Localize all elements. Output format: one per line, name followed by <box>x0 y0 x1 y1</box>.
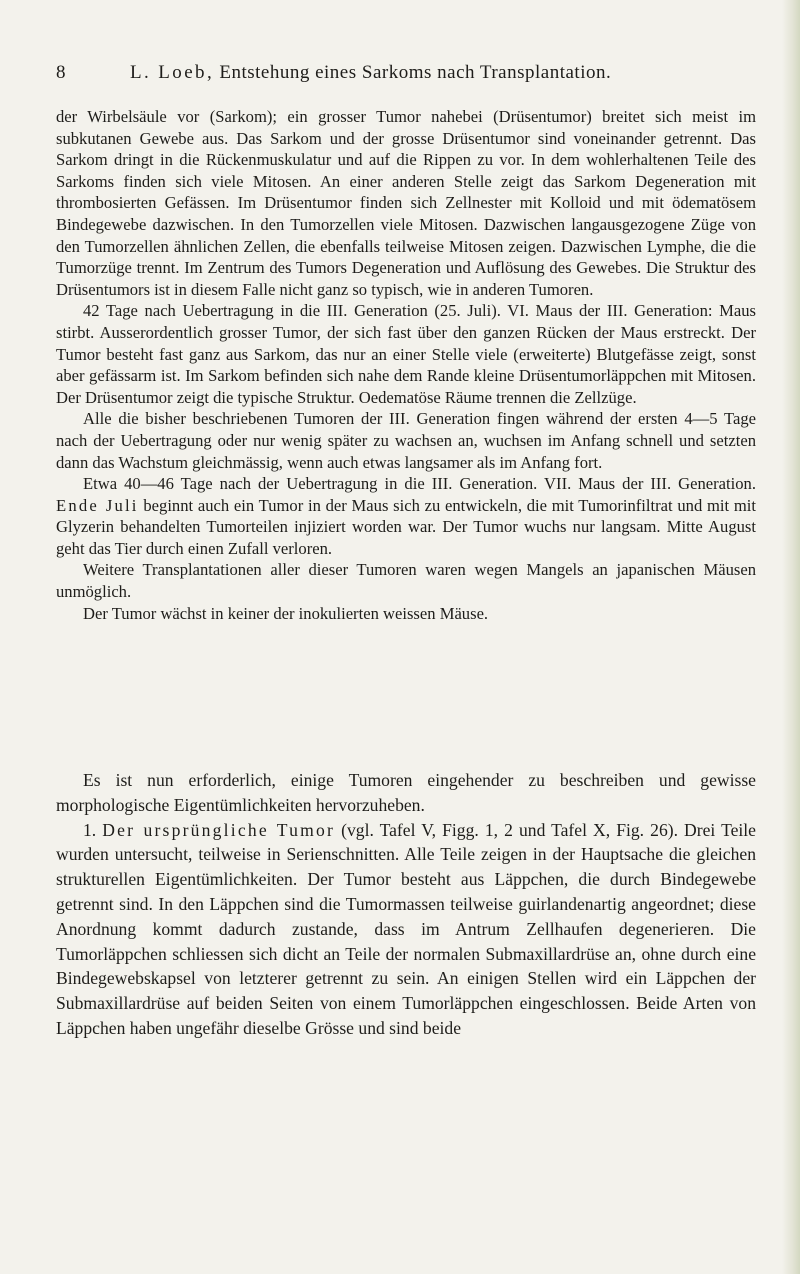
page-number: 8 <box>56 62 66 83</box>
paragraph: Weitere Transplantationen aller dieser Tumoren waren wegen Mangels an japanischen Mäusen unmöglich. <box>56 560 756 602</box>
paragraph: Alle die bisher beschriebenen Tumoren der III. Generation fingen während der ersten 4—5 Tage nach der Uebertragung oder nur wenig später zu wachsen an, wuchsen im Anfang schnell und setzten dann das Wachstum gleichmässig, wenn auch etwas langsamer als im Anfang fort. <box>56 409 756 472</box>
section-heading-spaced: Der ursprüngliche Tumor <box>102 819 336 840</box>
running-head <box>56 62 756 84</box>
paragraph <box>56 473 756 559</box>
paragraph: der Wirbelsäule vor (Sarkom); ein grosser Tumor nahebei (Drüsentumor) breitet sich meist im subkutanen Gewebe aus. Das Sarkom und der grosse Drüsentumor sind voneinander getrennt. Das Sarkom dringt in die Rückenmuskulatur und auf die Rippen zu vor. In dem wohlerhaltenen Teile des Sarkoms finden sich viele Mitosen. An einer anderen Stelle zeigt das Sarkom Degeneration mit thrombosierten Gefässen. Im Drüsentumor finden sich Zellnester mit Kolloid und mit ödematösem Bindegewebe dazwischen. In den Tumorzellen viele Mitosen. Dazwischen langausgezogene Züge von den Tumorzellen ähnlichen Zellen, die ebenfalls teilweise Mitosen zeigen. Dazwischen Lymphe, die die Tumorzüge trennt. Im Zentrum des Tumors Degeneration und Auflösung des Gewebes. Die Struktur des Drüsentumors ist in diesem Falle nicht ganz so typisch, wie in anderen Tumoren. <box>56 107 756 299</box>
page-edge-shadow <box>782 0 800 1274</box>
body-text-small <box>56 106 756 624</box>
running-head-author: L. Loeb, <box>130 62 215 83</box>
paragraph <box>56 818 756 1041</box>
paragraph-text: (vgl. Tafel V, Figg. 1, 2 und Tafel X, Fig. 26). Drei Teile wurden untersucht, teilweise in Serienschnitten. Alle Teile zeigen in der Hauptsache die gleichen strukturellen Eigentümlichkeiten. Der Tumor besteht aus Läppchen, die durch Bindegewebe getrennt sind. In den Läppchen sind die Tumormassen teilweise guirlandenartig angeordnet; diese Anordnung kommt dadurch zustande, dass im Antrum Zellhaufen degenerieren. Die Tumorläppchen schliessen sich dicht an Teile der normalen Submaxillardrüse an, ohne durch eine Bindegewebskapsel von letzterer getrennt zu sein. An einigen Stellen wird ein Läppchen der Submaxillardrüse auf beiden Seiten von einem Tumorläppchen eingeschlossen. Beide Arten von Läppchen haben ungefähr dieselbe Grösse und sind beide <box>56 819 756 1038</box>
paragraph: Der Tumor wächst in keiner der inokulierten weissen Mäuse. <box>83 603 489 623</box>
running-head-title: Entstehung eines Sarkoms nach Transplantation. <box>219 62 612 83</box>
spaced-emphasis: Ende Juli <box>56 495 139 515</box>
paragraph-text: 1. <box>83 819 97 840</box>
paragraph: 42 Tage nach Uebertragung in die III. Generation (25. Juli). VI. Maus der III. Generation: Maus stirbt. Ausserordentlich grosser Tumor, der sich fast über den ganzen Rücken der Maus erstreckt. Der Tumor besteht fast ganz aus Sarkom, das nur an einer Stelle viele (erweiterte) Blutgefässe zeigt, sonst aber gefässarm ist. Im Sarkom befinden sich nahe dem Rande kleine Drüsentumorläppchen mit Mitosen. Der Drüsentumor zeigt die typische Struktur. Oedematöse Räume trennen die Zellzüge. <box>56 301 756 407</box>
paragraph-text: Etwa 40—46 Tage nach der Uebertragung in die III. Generation. VII. Maus der III. Generation. <box>83 474 756 494</box>
paragraph-text: beginnt auch ein Tumor in der Maus sich zu entwickeln, die mit Tumorinfiltrat und mit mit Glyzerin behandelten Tumorteilen injiziert worden war. Der Tumor wuchs nur langsam. Mitte August geht das Tier durch einen Zufall verloren. <box>56 495 756 558</box>
paragraph: Es ist nun erforderlich, einige Tumoren eingehender zu beschreiben und gewisse morphologische Eigentümlichkeiten hervorzuheben. <box>56 770 756 815</box>
body-text-large <box>56 768 756 1041</box>
